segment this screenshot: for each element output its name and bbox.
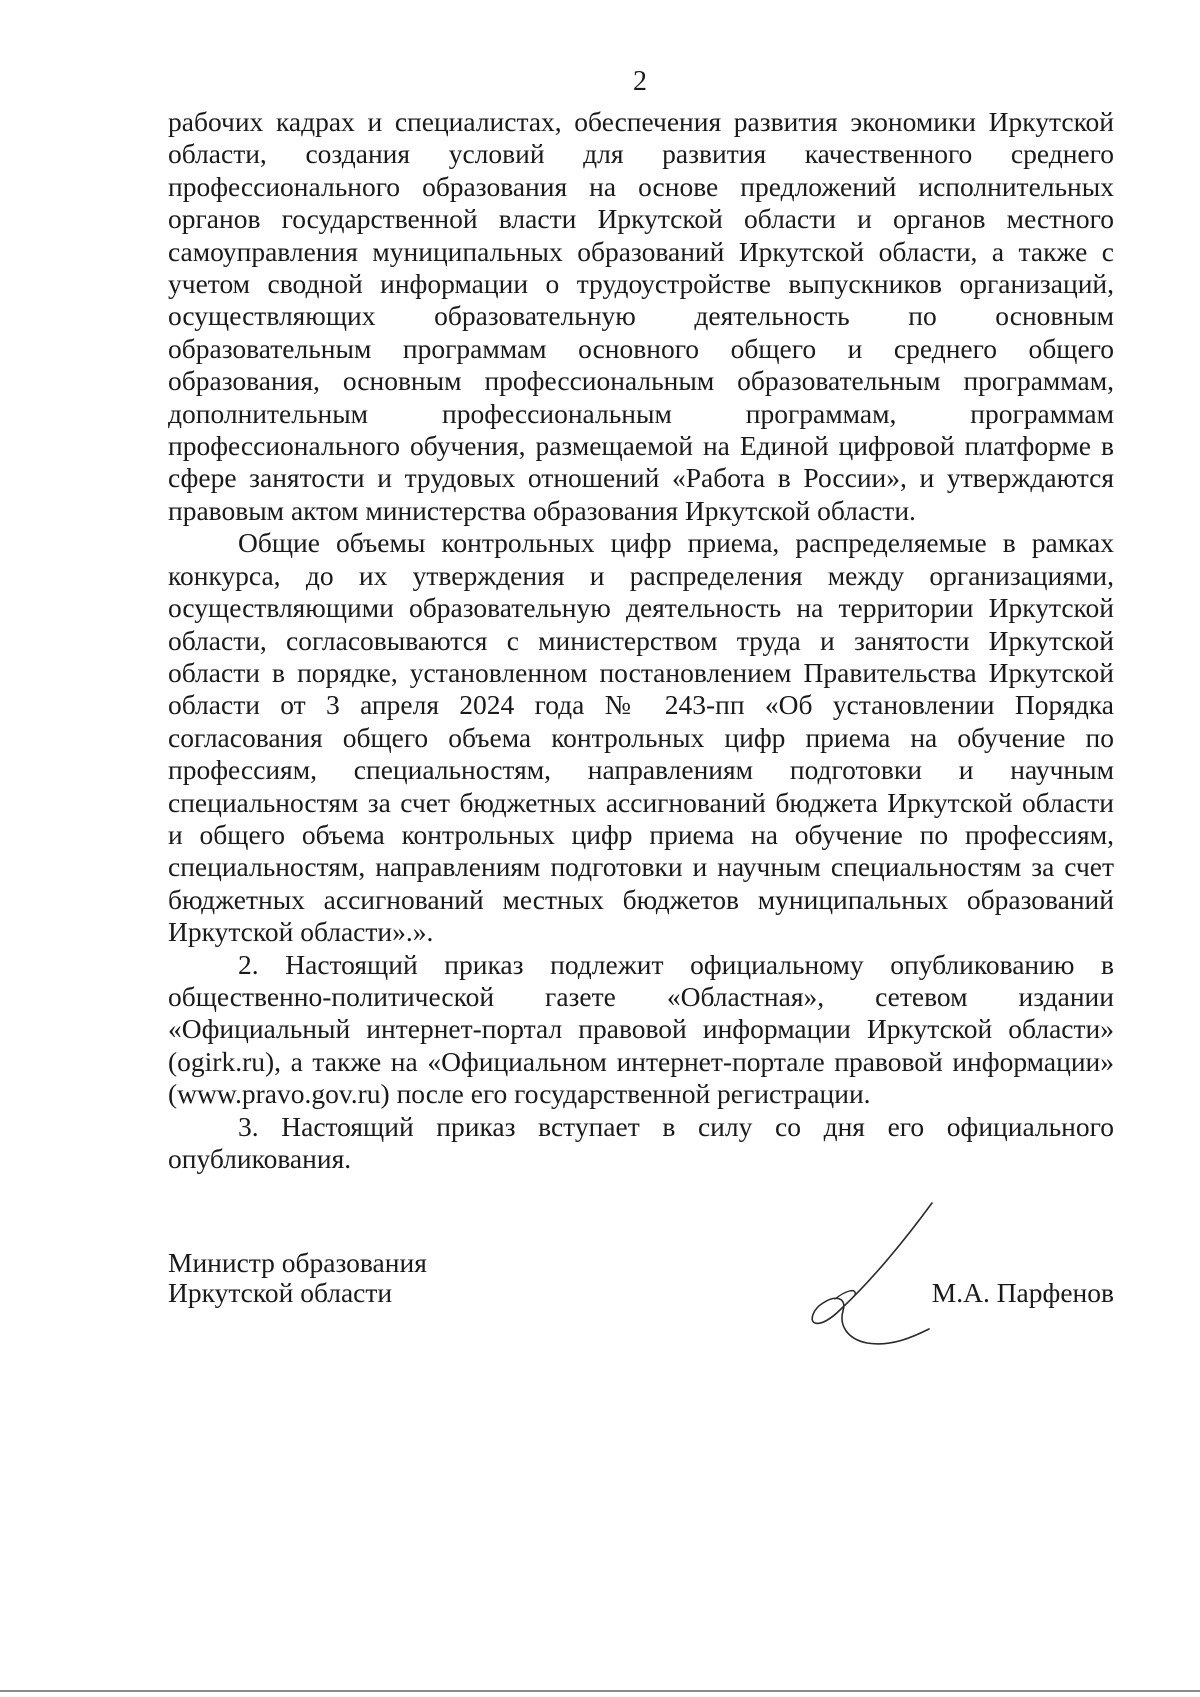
document-body [168,106,1114,1175]
paragraph-effective-date-clause: 3. Настоящий приказ вступает в силу со дня его официального опубликования. [168,1110,1114,1174]
scan-edge-line [0,1690,1200,1692]
paragraph-control-figures: Общие объемы контрольных цифр приема, распределяемые в рамках конкурса, до их утверждения и распределения между организациями, осуществляющими образовательную деятельность на территории Иркутской области, согласовываются с министерством труда и занятости Иркутской области в порядке, установленном постановлением Правительства Иркутской области от 3 апреля 2024 года № 243-пп «Об установлении Порядка согласования общего объема контрольных цифр приема на обучение по профессиям, специальностям, направлениям подготовки и научным специальностям за счет бюджетных ассигнований бюджета Иркутской области и общего объема контрольных цифр приема на обучение по профессиям, специальностям, направлениям подготовки и научным специальностям за счет бюджетных ассигнований местных бюджетов муниципальных образований Иркутской области».». [168,527,1114,948]
signer-position-line-2: Иркутской области [168,1277,393,1308]
paragraph-continuation: рабочих кадрах и специалистах, обеспечения развития экономики Иркутской области, создания условий для развития качественного среднего профессионального образования на основе предложений исполнительных органов государственной власти Иркутской области и органов местного самоуправления муниципальных образований Иркутской области, а также с учетом сводной информации о трудоустройстве выпускников организаций, осуществляющих образовательную деятельность по основным образовательным программам основного общего и среднего общего образования, основным профессиональным образовательным программам, дополнительным профессиональным программам, программам профессионального обучения, размещаемой на Единой цифровой платформе в сфере занятости и трудовых отношений «Работа в России», и утверждаются правовым актом министерства образования Иркутской области. [168,106,1114,526]
handwritten-signature [795,1195,950,1355]
signer-position-line-1: Министр образования [168,1247,427,1278]
signer-name: М.А. Парфенов [931,1277,1114,1308]
signature-block [168,1248,1114,1358]
paragraph-publication-clause: 2. Настоящий приказ подлежит официальному опубликованию в общественно-политической газете «Областная», сетевом издании «Официальный интернет-портал правовой информации Иркутской области» (ogirk.ru), а также на «Официальном интернет-портале правовой информации» (www.pravo.gov.ru) после его государственной регистрации. [168,948,1114,1110]
page-number: 2 [633,66,647,97]
signer-position [168,1248,427,1308]
